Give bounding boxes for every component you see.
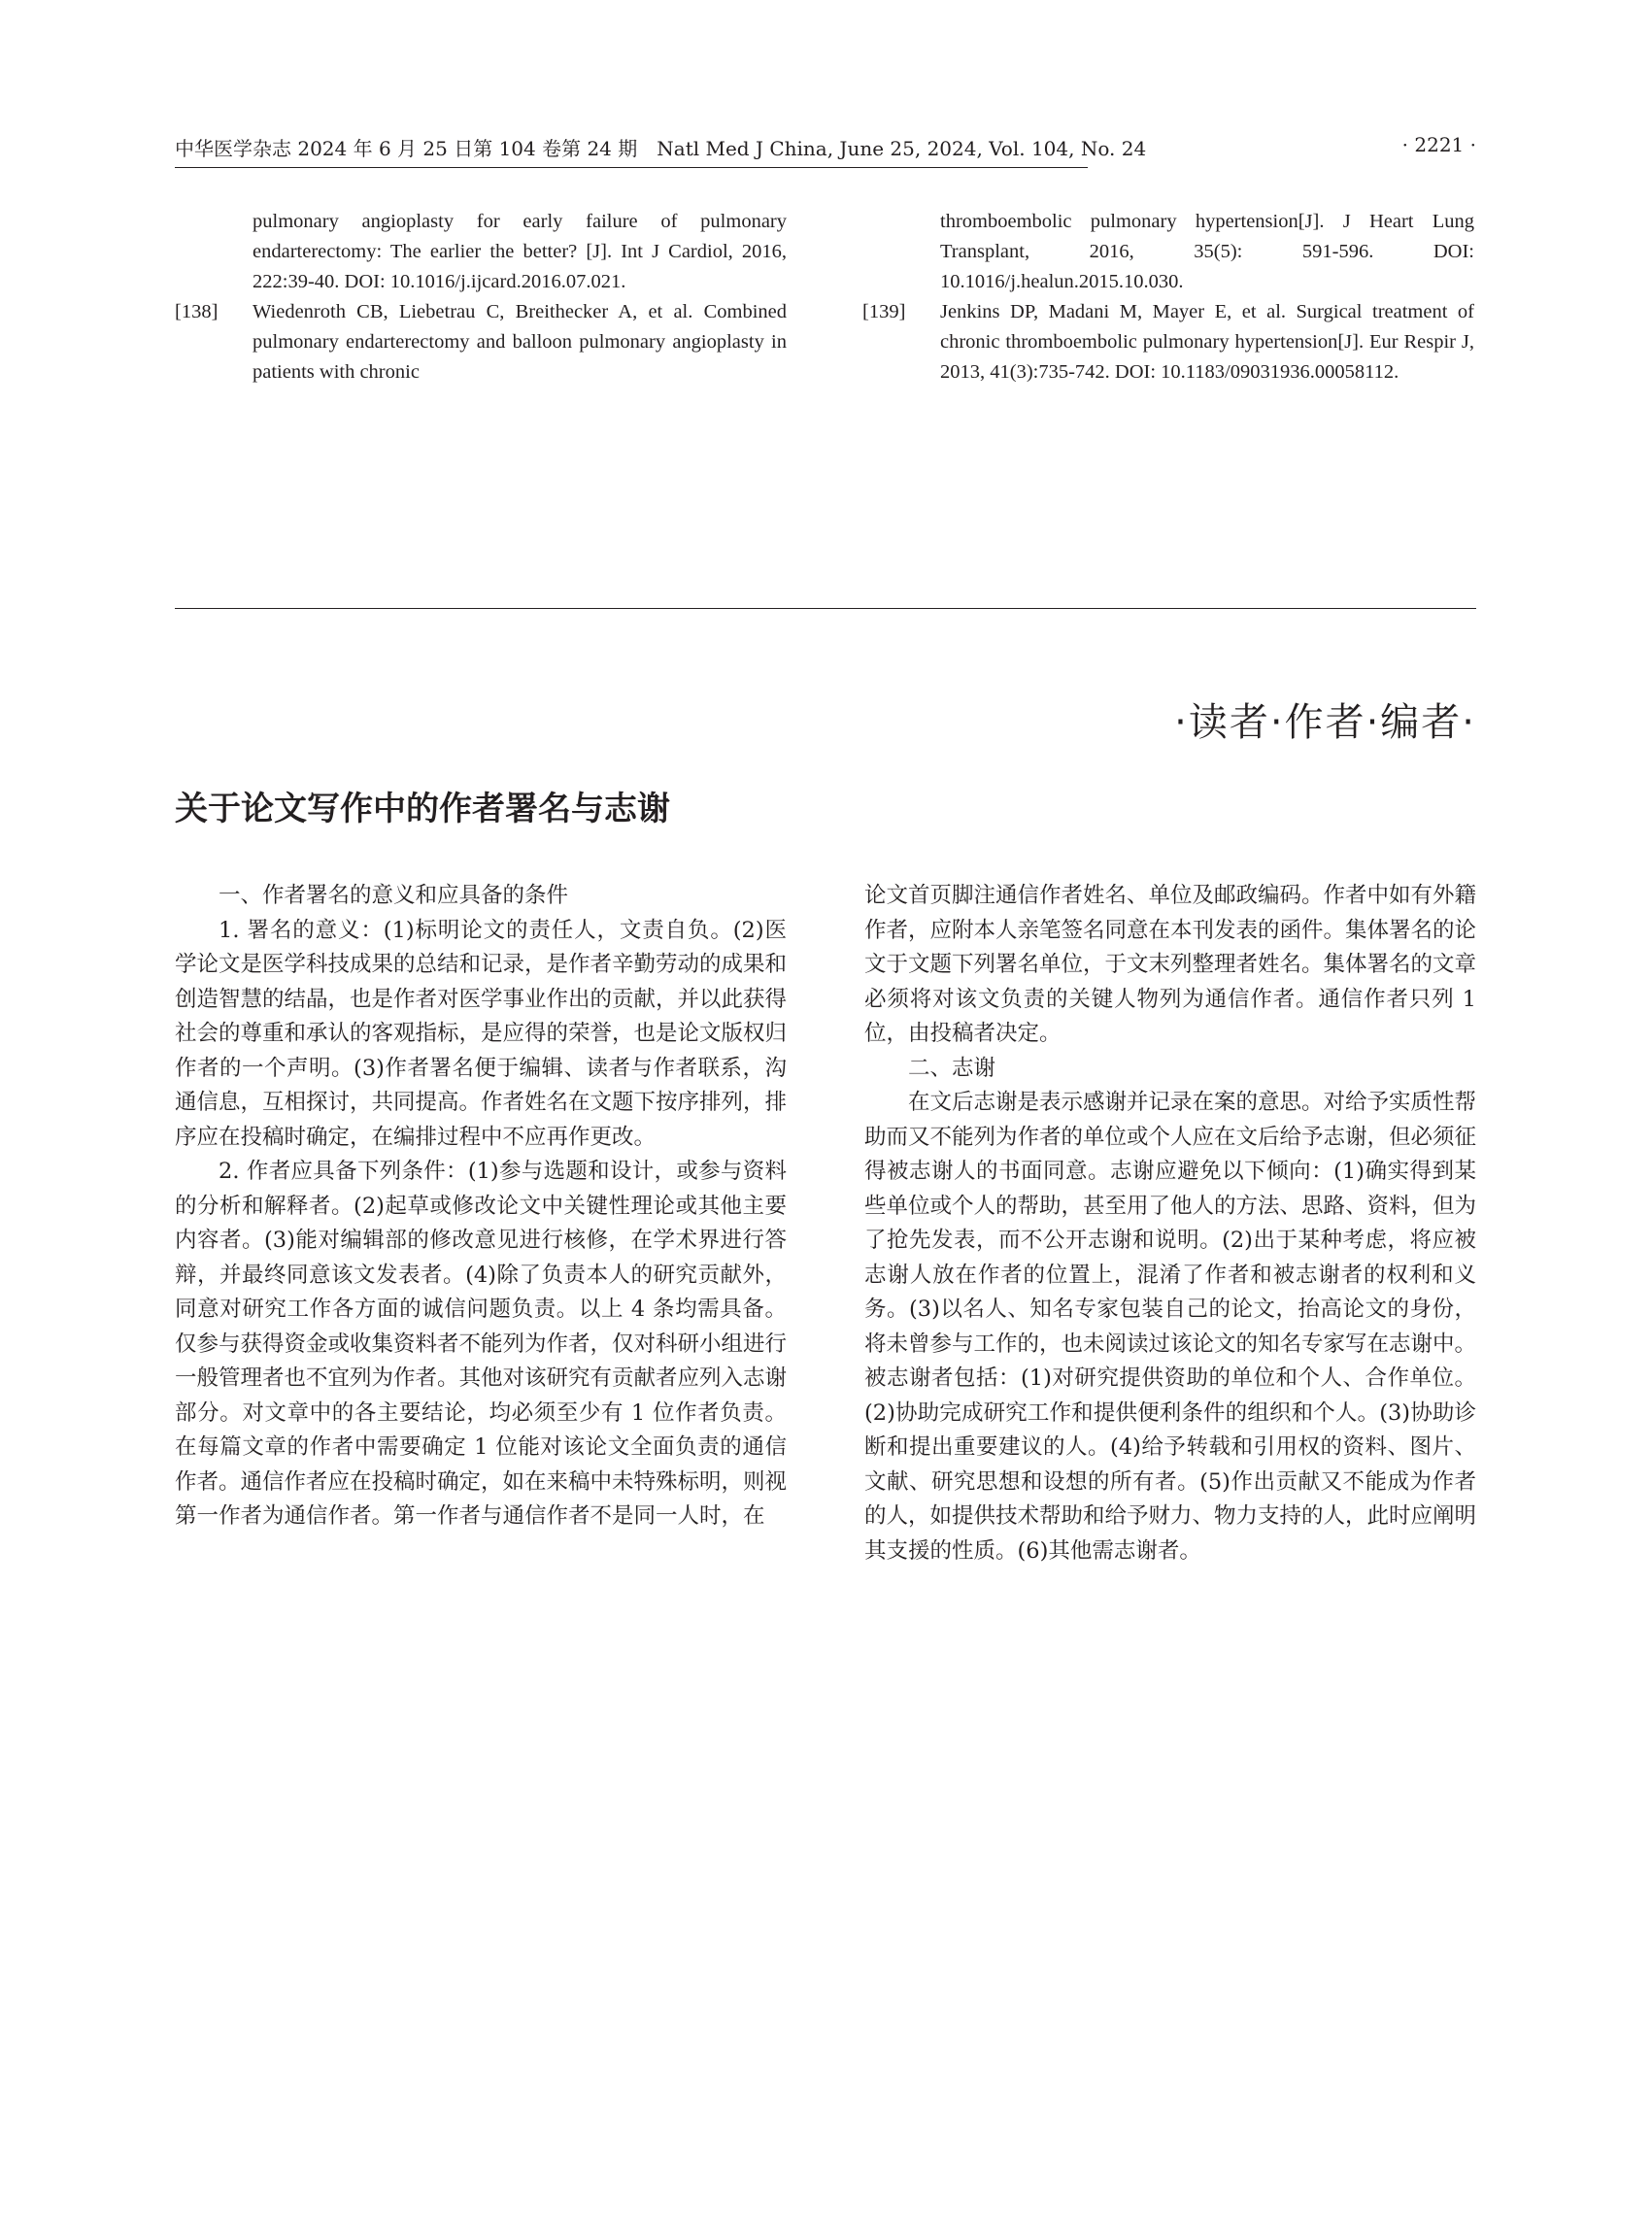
body-paragraph-continuation: 论文首页脚注通信作者姓名、单位及邮政编码。作者中如有外籍作者，应附本人亲笔签名同意在本刊发表的函件。集体署名的论文于文题下列署名单位，于文末列整理者姓名。集体署名的文章必须将对该文负责的关键人物列为通信作者。通信作者只列 1 位，由投稿者决定。 (864, 883, 1477, 1046)
reference-number: [139] (862, 301, 906, 322)
body-paragraph: 1. 署名的意义：(1)标明论文的责任人，文责自负。(2)医学论文是医学科技成果的总结和记录，是作者辛勤劳动的成果和创造智慧的结晶，也是作者对医学事业作出的贡献，并以此获得社会的尊重和承认的客观指标，是应得的荣誉，也是论文版权归作者的一个声明。(3)作者署名便于编辑、读者与作者联系，沟通信息，互相探讨，共同提高。作者姓名在文题下按序排列，排序应在投稿时确定，在编排过程中不应再作更改。 (175, 917, 788, 1150)
body-column-right (864, 879, 1476, 1568)
reference-item (862, 297, 1474, 388)
section-heading: 一、作者署名的意义和应具备的条件 (219, 883, 569, 908)
running-header (175, 133, 1476, 166)
page-number: · 2221 · (1401, 133, 1476, 156)
section-heading: 二、志谢 (908, 1055, 996, 1081)
reference-text: thromboembolic pulmonary hypertension[J]. J Heart Lung Transplant, 2016, 35(5): 591-596. DOI: 10.1016/j.healun.2015.10.030. (940, 211, 1474, 292)
body-paragraph: 2. 作者应具备下列条件：(1)参与选题和设计，或参与资料的分析和解释者。(2)起草或修改论文中关键性理论或其他主要内容者。(3)能对编辑部的修改意见进行核修，在学术界进行答辩，并最终同意该文发表者。(4)除了负责本人的研究贡献外，同意对研究工作各方面的诚信问题负责。以上 4 条均需具备。仅参与获得资金或收集资料者不能列为作者，仅对科研小组进行一般管理者也不宜列为作者。其他对该研究有贡献者应列入志谢部分。对文章中的各主要结论，均必须至少有 1 位作者负责。在每篇文章的作者中需要确定 1 位能对该论文全面负责的通信作者。通信作者应在投稿时确定，如在来稿中未特殊标明，则视第一作者为通信作者。第一作者与通信作者不是同一人时，在 (175, 1159, 788, 1529)
reference-column-left (175, 207, 787, 388)
reference-item (862, 207, 1474, 297)
reference-item (175, 297, 787, 388)
journal-citation: 中华医学杂志 2024 年 6 月 25 日第 104 卷第 24 期 Natl Med J China, June 25, 2024, Vol. 104, No. 24 (175, 137, 1147, 160)
reference-text: Jenkins DP, Madani M, Mayer E, et al. Surgical treatment of chronic thromboembolic pulmonary hypertension[J]. Eur Respir J, 2013, 41(3):735-742. DOI: 10.1183/09031936.00058112. (940, 301, 1474, 383)
body-paragraph: 在文后志谢是表示感谢并记录在案的意思。对给予实质性帮助而又不能列为作者的单位或个人应在文后给予志谢，但必须征得被志谢人的书面同意。志谢应避免以下倾向：(1)确实得到某些单位或个人的帮助，甚至用了他人的方法、思路、资料，但为了抢先发表，而不公开志谢和说明。(2)出于某种考虑，将应被志谢人放在作者的位置上，混淆了作者和被志谢者的权利和义务。(3)以名人、知名专家包装自己的论文，抬高论文的身份，将未曾参与工作的，也未阅读过该论文的知名专家写在志谢中。被志谢者包括：(1)对研究提供资助的单位和个人、合作单位。(2)协助完成研究工作和提供便利条件的组织和个人。(3)协助诊断和提出重要建议的人。(4)给予转载和引用权的资料、图片、文献、研究思想和设想的所有者。(5)作出贡献又不能成为作者的人，如提供技术帮助和给予财力、物力支持的人，此时应阐明其支援的性质。(6)其他需志谢者。 (864, 1090, 1477, 1564)
article-title: 关于论文写作中的作者署名与志谢 (175, 790, 670, 828)
body-column-left (175, 879, 787, 1534)
header-rule (175, 167, 1088, 168)
reference-item (175, 207, 787, 297)
reference-text: pulmonary angioplasty for early failure of pulmonary endarterectomy: The earlier the better? [J]. Int J Cardiol, 2016, 222:39-40. DOI: 10.1016/j.ijcard.2016.07.021. (253, 211, 787, 292)
reference-number: [138] (175, 301, 219, 322)
section-divider (175, 608, 1476, 609)
column-label: ·读者·作者·编者· (1174, 700, 1476, 745)
reference-text: Wiedenroth CB, Liebetrau C, Breithecker A, et al. Combined pulmonary endarterectomy and balloon pulmonary angioplasty in patients with chronic (253, 301, 787, 383)
reference-column-right (862, 207, 1474, 388)
